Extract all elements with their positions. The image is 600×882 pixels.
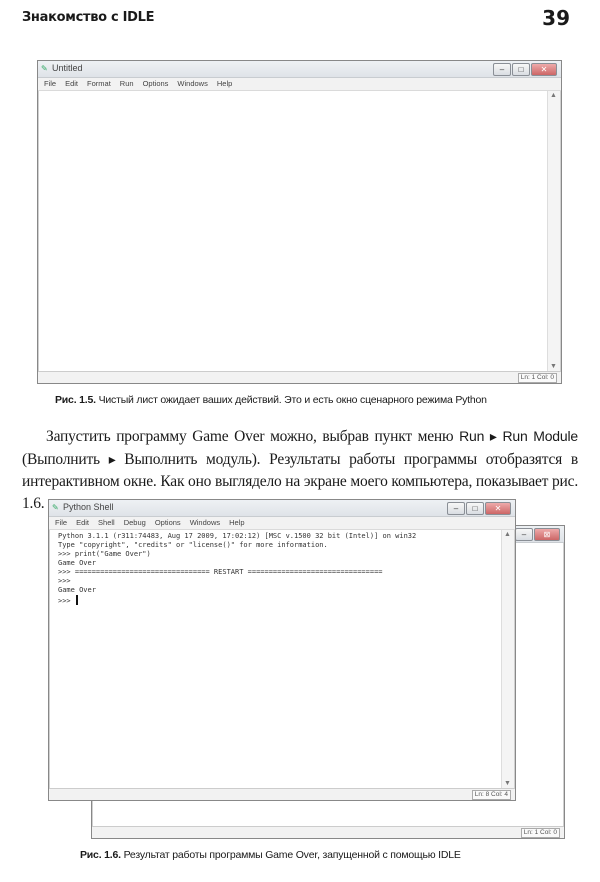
arrow-icon: ▸ <box>108 451 116 467</box>
arrow-icon: ▸ <box>489 428 497 444</box>
menu-edit[interactable]: Edit <box>76 518 90 527</box>
menu-shell[interactable]: Shell <box>98 518 115 527</box>
close-icon[interactable]: ✕ <box>485 502 511 515</box>
figure-1-6-caption <box>80 849 580 861</box>
minimize-icon[interactable]: – <box>447 502 465 515</box>
shell-prompt-line[interactable] <box>58 595 78 605</box>
cursor-position: Ln: 1 Col: 0 <box>521 828 560 838</box>
menu-options[interactable]: Options <box>142 79 169 88</box>
text-cursor <box>76 595 78 605</box>
menu-bar <box>49 517 515 530</box>
menu-help[interactable]: Help <box>229 518 245 527</box>
shell-prompt: >>> <box>58 597 75 605</box>
caption-text: Результат работы программы Game Over, запущенной с помощью IDLE <box>123 849 461 861</box>
minimize-icon[interactable]: – <box>515 528 533 541</box>
python-shell-window <box>48 499 516 801</box>
window-controls <box>515 528 560 541</box>
close-icon[interactable]: ⊠ <box>534 528 560 541</box>
scroll-down-icon[interactable]: ▼ <box>550 363 557 370</box>
menu-run[interactable]: Run <box>119 79 134 88</box>
scroll-down-icon[interactable]: ▼ <box>504 780 511 787</box>
status-bar <box>49 788 515 800</box>
title-bar[interactable] <box>38 61 561 78</box>
menu-file[interactable]: File <box>44 79 57 88</box>
vertical-scrollbar[interactable] <box>547 91 560 371</box>
menu-windows[interactable]: Windows <box>177 79 208 88</box>
cursor-position: Ln: 8 Col: 4 <box>472 790 511 800</box>
menu-debug[interactable]: Debug <box>123 518 146 527</box>
title-bar[interactable] <box>49 500 515 517</box>
menu-windows[interactable]: Windows <box>189 518 221 527</box>
shell-line: Python 3.1.1 (r311:74483, Aug 17 2009, 17:02:12) [MSC v.1500 32 bit (Intel)] on win32 <box>58 532 417 540</box>
page-number: 39 <box>542 6 570 30</box>
menu-bar <box>38 78 561 91</box>
python-leaf-icon: ✎ <box>52 503 59 512</box>
menu-reference-run: Run <box>459 428 485 444</box>
editor-text-area[interactable] <box>39 91 547 371</box>
paragraph-text: Запустить программу Game Over можно, выбрав пункт меню <box>46 428 460 445</box>
paragraph-text: (Выполнить <box>22 451 109 468</box>
menu-options[interactable]: Options <box>154 518 181 527</box>
running-header: Знакомство с IDLE <box>22 10 155 25</box>
shell-line: Type "copyright", "credits" or "license()" for more information. <box>58 541 328 549</box>
status-bar <box>38 371 561 383</box>
window-controls <box>447 502 511 515</box>
shell-line: Game Over <box>58 559 96 567</box>
figure-1-5-caption <box>55 394 575 406</box>
idle-editor-window <box>37 60 562 384</box>
paragraph-text: Выполнить модуль). Результаты работы программы отобразятся в интерактивном окне. Как оно выглядело на экране моего компьютера, показывает рис. 1.6. <box>22 451 578 512</box>
status-bar <box>92 826 564 838</box>
shell-line: Game Over <box>58 586 96 594</box>
scroll-up-icon[interactable]: ▲ <box>504 531 511 538</box>
menu-edit[interactable]: Edit <box>65 79 79 88</box>
minimize-icon[interactable]: – <box>493 63 511 76</box>
python-leaf-icon: ✎ <box>41 64 48 73</box>
maximize-icon[interactable]: □ <box>512 63 530 76</box>
caption-label: Рис. 1.6. <box>80 849 121 861</box>
scroll-up-icon[interactable]: ▲ <box>550 92 557 99</box>
menu-help[interactable]: Help <box>216 79 233 88</box>
window-title: Untitled <box>52 63 83 73</box>
shell-line: >>> ================================ RESTART ================================ <box>58 568 383 576</box>
window-title: Python Shell <box>63 502 114 512</box>
shell-line: >>> print("Game Over") <box>58 550 151 558</box>
maximize-icon[interactable]: □ <box>466 502 484 515</box>
close-icon[interactable]: ✕ <box>531 63 557 76</box>
shell-output-area[interactable] <box>50 530 501 788</box>
menu-file[interactable]: File <box>55 518 68 527</box>
window-controls <box>493 63 557 76</box>
vertical-scrollbar[interactable] <box>501 530 514 788</box>
caption-label: Рис. 1.5. <box>55 394 96 406</box>
menu-format[interactable]: Format <box>87 79 111 88</box>
menu-reference-run-module: Run Module <box>502 428 578 444</box>
caption-text: Чистый лист ожидает ваших действий. Это и есть окно сценарного режима Python <box>98 394 487 406</box>
cursor-position: Ln: 1 Col: 0 <box>518 373 557 383</box>
shell-line: >>> <box>58 577 71 585</box>
